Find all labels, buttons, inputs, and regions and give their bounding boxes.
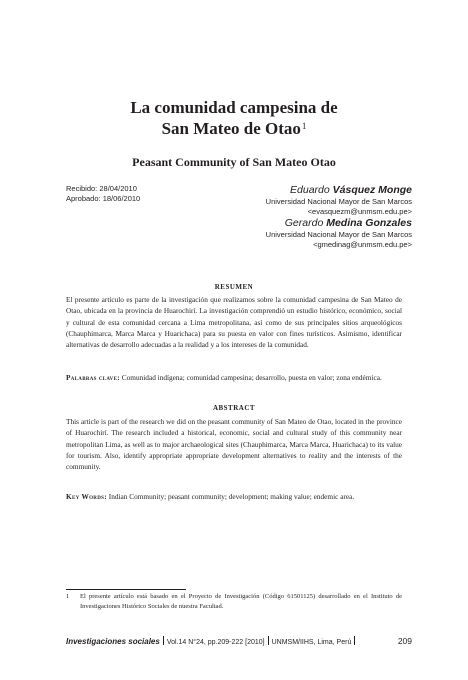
article-title-text: San Mateo de Otao (161, 119, 301, 138)
author-last-name: Vásquez Monge (332, 184, 412, 196)
journal-name: Investigaciones sociales (66, 637, 160, 646)
author-last-name: Medina Gonzales (326, 217, 412, 229)
abstract-text: This article is part of the research we did on the peasant community of San Mateo de Otao, located in the province of Huarochirí. The research included a historical, economic, social and cultural study of this community near metropolitan Lima, as well as to major archaeological sites (Chauphimarca, Marca Marca, Huarichaca) to its value for tourism. Also, identify appropriate appropriate development alternatives to reality and the interests of the community. (66, 417, 402, 472)
title-footnote-ref[interactable]: 1 (301, 121, 307, 131)
journal-volume: Vol.14 N°24, pp.209-222 [2010] (166, 639, 265, 646)
keywords (66, 491, 402, 502)
approved-date: Aprobado: 18/06/2010 (66, 194, 141, 203)
resumen-heading: RESUMEN (214, 283, 254, 291)
author-email[interactable]: <evasquezm@unmsm.edu.pe> (307, 207, 412, 216)
keywords-label: Key Words: (66, 492, 107, 501)
resumen-text: El presente artículo es parte de la investigación que realizamos sobre la comunidad campesina de San Mateo de Otao, ubicada en la provincia de Huarochirí. La investigación comprendió un estudio histórico, económico, social y cultural de esta comunidad cercana a Lima metropolitana, así como de sus principales sitios arqueológicos (Chauphimarca, Marca Marca y Huarichaca) para su puesta en valor con fines turísticos. Asimismo, identificar alternativas de desarrollo adecuadas a la realidad y a los intereses de la comunidad. (66, 295, 402, 350)
footer-separator (354, 636, 355, 645)
author-affiliation: Universidad Nacional Mayor de San Marcos (265, 230, 412, 239)
footnote-text: El presente artículo está basado en el Proyecto de Investigación (Código 61501125) desarrollado en el Instituto de Investigaciones Histórico Sociales de nuestra Facultad. (80, 593, 402, 610)
abstract-heading: ABSTRACT (212, 404, 256, 412)
author-first-name: Eduardo (290, 184, 330, 196)
author-email[interactable]: <gmedinag@unmsm.edu.pe> (313, 240, 412, 249)
article-title-line1: La comunidad campesina de (130, 98, 338, 117)
submission-dates (66, 184, 140, 204)
page-footer (66, 636, 412, 648)
journal-issn: UNMSM/IIHS, Lima, Perú (271, 639, 352, 646)
author-affiliation: Universidad Nacional Mayor de San Marcos (265, 197, 412, 206)
footnote-divider (66, 589, 186, 590)
page-number: 209 (397, 636, 412, 646)
author-block (266, 184, 412, 250)
palabras-clave (66, 372, 402, 383)
author-name (266, 184, 412, 197)
footnote-number: 1 (66, 593, 70, 600)
footer-separator (268, 636, 269, 645)
keywords-text: Indian Community; peasant community; development; making value; endemic area. (108, 492, 355, 501)
author-name (266, 217, 412, 230)
footer-separator (163, 636, 164, 645)
palabras-clave-label: Palabras clave: (66, 373, 120, 382)
palabras-clave-text: Comunidad indígena; comunidad campesina; desarrollo, puesta en valor; zona endémica. (121, 373, 382, 382)
author-first-name: Gerardo (284, 217, 324, 229)
received-date: Recibido: 28/04/2010 (66, 184, 137, 193)
english-title: Peasant Community of San Mateo Otao (132, 155, 336, 169)
article-title-line2 (0, 118, 468, 139)
